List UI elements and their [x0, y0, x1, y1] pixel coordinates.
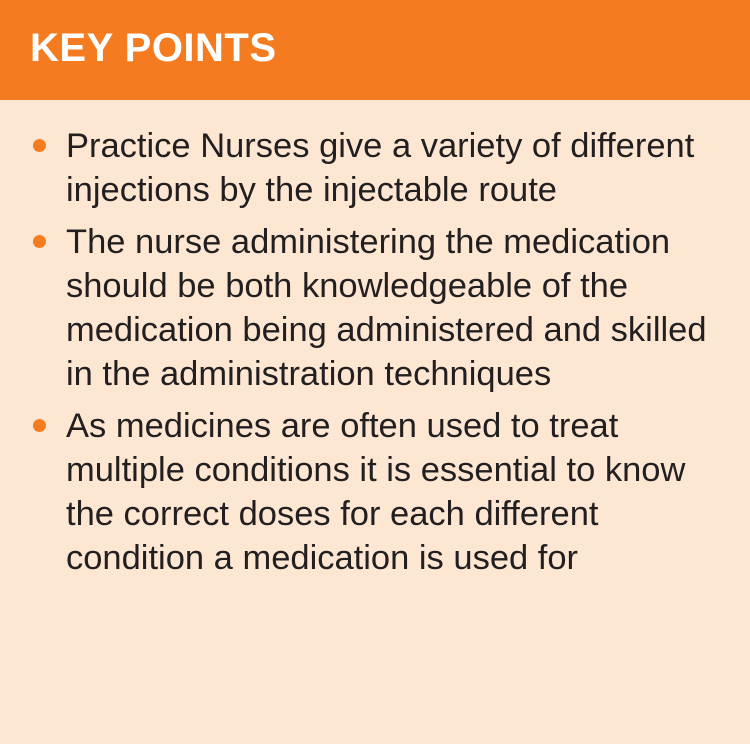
- key-point-item: [30, 220, 720, 396]
- bullet-dot-icon: [33, 419, 46, 432]
- key-point-item: [30, 404, 720, 580]
- key-point-text: Practice Nurses give a variety of different injections by the injectable route: [66, 127, 695, 209]
- key-points-title: KEY POINTS: [30, 25, 277, 70]
- key-point-text: The nurse administering the medication should be both knowledgeable of the medication being administered and skilled in the administration techniques: [66, 223, 707, 393]
- key-points-header: [0, 0, 750, 100]
- key-point-text: As medicines are often used to treat multiple conditions it is essential to know the correct doses for each different condition a medication is used for: [66, 407, 686, 577]
- key-points-list: [0, 100, 750, 580]
- key-point-item: [30, 124, 720, 212]
- bullet-dot-icon: [33, 235, 46, 248]
- bullet-dot-icon: [33, 139, 46, 152]
